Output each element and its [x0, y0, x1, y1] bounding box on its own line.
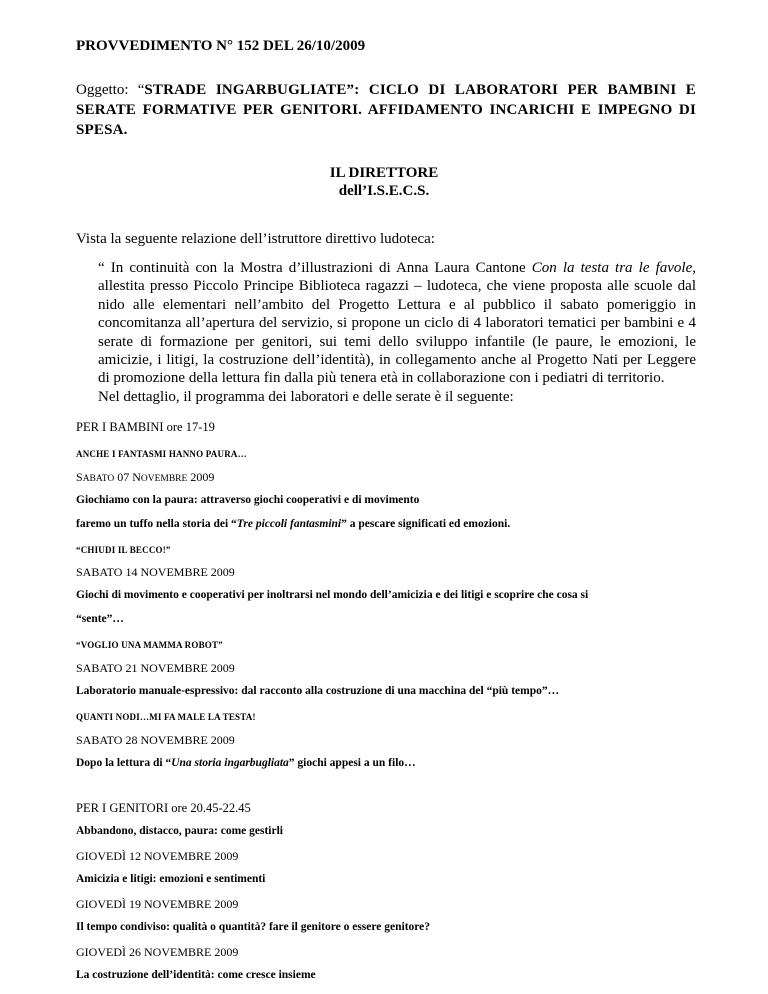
evening1-date: GIOVEDÌ 12 NOVEMBRE 2009	[76, 849, 239, 863]
lab2-date: SABATO 14 NOVEMBRE 2009	[76, 565, 235, 579]
lab1-description-line2: faremo un tuffo nella storia dei “Tre piccoli fantasmini” a pescare significati ed emozioni.	[76, 518, 511, 530]
report-quote	[98, 259, 696, 406]
evening3-title: Il tempo condiviso: qualità o quantità? fare il genitore o essere genitore?	[76, 921, 431, 933]
director-heading: IL DIRETTORE	[329, 165, 439, 181]
evening2-date: GIOVEDÌ 19 NOVEMBRE 2009	[76, 897, 239, 911]
subject-text: STRADE INGARBUGLIATE”: CICLO DI LABORATORI PER BAMBINI E SERATE FORMATIVE PER GENITORI. AFFIDAMENTO INCARICHI E IMPEGNO DI SPESA.	[76, 82, 696, 138]
lab2-description-line1: Giochi di movimento e cooperativi per inoltrarsi nel mondo dell’amicizia e dei litigi e scoprire che cosa si	[76, 589, 589, 601]
quote-exhibition-title: Con la testa tra le favole,	[531, 260, 696, 276]
quote-start: “ In continuità con la Mostra d’illustrazioni di Anna Laura Cantone	[98, 260, 532, 276]
lab2-description-line2: “sente”…	[76, 613, 124, 625]
lab1-description-line1: Giochiamo con la paura: attraverso giochi cooperativi e di movimento	[76, 494, 420, 506]
children-section-heading: PER I BAMBINI ore 17-19	[76, 420, 215, 434]
quote-body: allestita presso Piccolo Principe Biblioteca ragazzi – ludoteca, che viene proposta alle scuole dal nido alle elementari nell’ambito del Progetto Lettura e al pubblico il sabato pomeriggio in concomitanza all’apertura del servizio, si propone un ciclo di 4 laboratori tematici per bambini e 4 serate di formazione per genitori, sui temi dello sviluppo infantile (le paure, le emozioni, le amicizie, i litigi, la costruzione dell’identità), in collegamento anche al Progetto Nati per Leggere di promozione della lettura fin dalla più tenera età in collaborazione con i pediatri di territorio.	[98, 278, 696, 387]
intro-sentence: Vista la seguente relazione dell’istruttore direttivo ludoteca:	[76, 231, 435, 247]
lab4-description: Dopo la lettura di “Una storia ingarbugliata” giochi appesi a un filo…	[76, 757, 416, 769]
evening3-date: GIOVEDÌ 26 NOVEMBRE 2009	[76, 945, 239, 959]
subject-paragraph	[76, 80, 696, 140]
lab3-description: Laboratorio manuale-espressivo: dal racconto alla costruzione di una macchina del “più tempo”…	[76, 685, 560, 697]
lab4-date: SABATO 28 NOVEMBRE 2009	[76, 733, 235, 747]
evening1-title: Abbandono, distacco, paura: come gestirli	[76, 825, 283, 837]
subject-prefix: Oggetto: “	[76, 82, 145, 98]
lab3-title: “VOGLIO UNA MAMMA ROBOT”	[76, 640, 223, 650]
evening4-title: La costruzione dell’identità: come cresce insieme	[76, 969, 316, 981]
lab4-title: QUANTI NODI…MI FA MALE LA TESTA!	[76, 712, 256, 722]
lab1-date: SABATO 07 NOVEMBRE 2009	[76, 470, 215, 484]
lab1-title: ANCHE I FANTASMI HANNO PAURA…	[76, 449, 247, 459]
document-title: PROVVEDIMENTO N° 152 DEL 26/10/2009	[76, 38, 366, 54]
quote-last-line: Nel dettaglio, il programma dei laboratori e delle serate è il seguente:	[98, 388, 514, 405]
director-institution: dell’I.S.E.C.S.	[338, 183, 430, 199]
parents-section-heading: PER I GENITORI ore 20.45-22.45	[76, 801, 251, 815]
evening2-title: Amicizia e litigi: emozioni e sentimenti	[76, 873, 266, 885]
lab2-title: “CHIUDI IL BECCO!”	[76, 545, 171, 555]
lab3-date: SABATO 21 NOVEMBRE 2009	[76, 661, 235, 675]
